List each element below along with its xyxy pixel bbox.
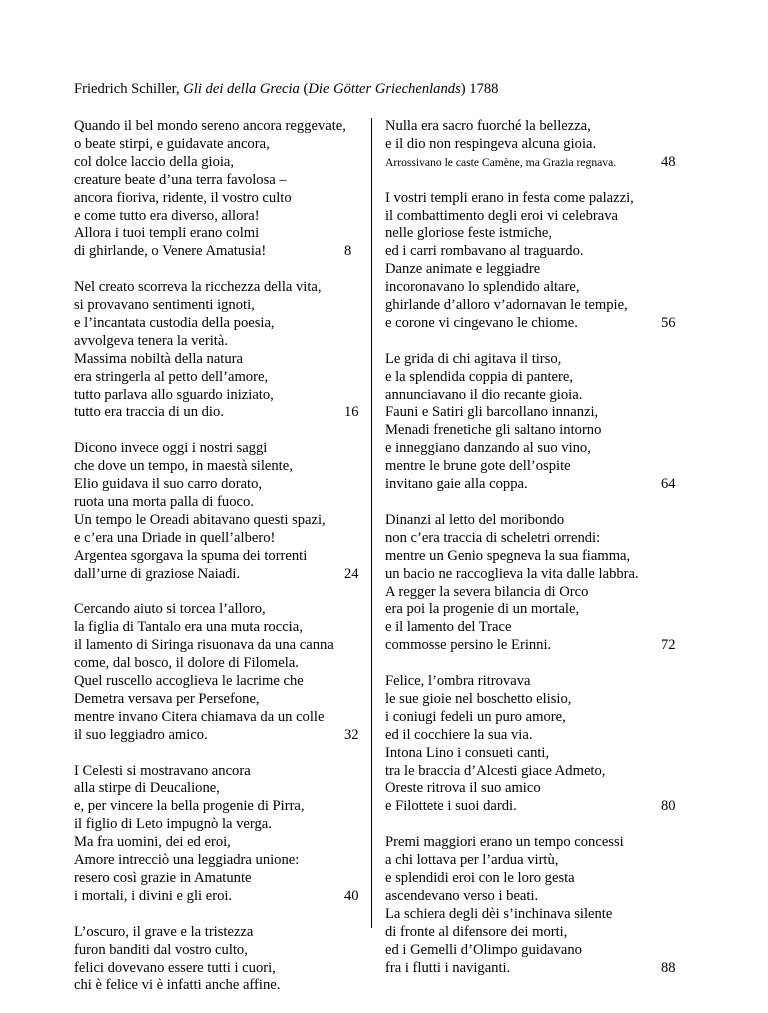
- line-number: 88: [661, 959, 676, 976]
- verse-line: le sue gioie nel boschetto elisio,: [385, 690, 572, 707]
- verse-line: Allora i tuoi templi erano colmi: [74, 225, 260, 242]
- verse-line: tutto parlava allo sguardo iniziato,: [74, 386, 274, 403]
- verse-line: il suo leggiadro amico.: [74, 726, 208, 743]
- verse-line: resero così grazie in Amatunte: [74, 870, 252, 886]
- right-column: [385, 118, 675, 995]
- verse-line: e il lamento del Trace: [385, 619, 512, 636]
- verse-line: e Filottete i suoi dardi.: [385, 798, 517, 815]
- line-number: 8: [344, 243, 352, 260]
- verse-line: il combattimento degli eroi vi celebrava: [385, 207, 619, 224]
- verse-line: Un tempo le Oreadi abitavano questi spazi,: [74, 511, 326, 528]
- line-number: 80: [661, 798, 676, 815]
- verse-line: che dove un tempo, in maestà silente,: [74, 458, 293, 475]
- verse-line: Cercando aiuto si torcea l’alloro,: [74, 601, 266, 618]
- verse-line: e c’era una Driade in quell’albero!: [74, 529, 276, 546]
- verse-line: creature beate d’una terra favolosa –: [74, 171, 287, 188]
- verse-line: Premi maggiori erano un tempo concessi: [385, 834, 624, 851]
- verse-line: Quando il bel mondo sereno ancora reggevate,: [74, 118, 346, 134]
- verse-line: A regger la severa bilancia di Orco: [385, 583, 589, 600]
- page-title: [74, 81, 498, 99]
- title-paren-close: ) 1788: [460, 81, 499, 97]
- stanza: [74, 279, 359, 422]
- stanza: [385, 118, 675, 172]
- verse-line: furon banditi dal vostro culto,: [74, 941, 248, 958]
- verse-line: ruota una morta palla di fuoco.: [74, 494, 254, 510]
- stanza: [74, 924, 356, 996]
- verse-line: e splendidi eroi con le loro gesta: [385, 869, 575, 886]
- verse-line: Danze animate e leggiadre: [385, 261, 541, 278]
- verse-line: Quel ruscello accoglieva le lacrime che: [74, 673, 304, 690]
- verse-line: il figlio di Leto impugnò la verga.: [74, 816, 272, 833]
- verse-line: e corone vi cingevano le chiome.: [385, 314, 578, 331]
- verse-line: ed i Gemelli d’Olimpo guidavano: [385, 941, 582, 958]
- verse-line: si provavano sentimenti ignoti,: [74, 297, 255, 314]
- verse-line: nelle gloriose feste istmiche,: [385, 225, 552, 242]
- verse-line: fra i flutti i naviganti.: [385, 959, 511, 976]
- verse-line: Oreste ritrova il suo amico: [385, 780, 541, 797]
- verse-line: era poi la progenie di un mortale,: [385, 601, 580, 618]
- verse-line: come, dal bosco, il dolore di Filomela.: [74, 655, 299, 672]
- verse-line: e, per vincere la bella progenie di Pirra,: [74, 798, 305, 815]
- line-number: 56: [661, 314, 676, 331]
- verse-line: Dicono invece oggi i nostri saggi: [74, 440, 268, 457]
- verse-line: Demetra versava per Persefone,: [74, 690, 260, 707]
- title-german: Die Götter Griechenlands: [308, 81, 461, 97]
- verse-line: annunciavano il dio recante gioia.: [385, 386, 583, 403]
- line-number: 48: [661, 153, 676, 170]
- verse-line: tutto era traccia di un dio.: [74, 404, 224, 421]
- line-number: 24: [344, 565, 359, 582]
- verse-line: e inneggiano danzando al suo vino,: [385, 440, 591, 457]
- verse-line: ed i carri rombavano al traguardo.: [385, 243, 584, 260]
- line-number: 16: [344, 404, 359, 421]
- line-number: 64: [661, 476, 676, 493]
- verse-line: Menadi frenetiche gli saltano intorno: [385, 422, 602, 439]
- verse-line: La schiera degli dèi s’inchinava silente: [385, 905, 613, 922]
- verse-line: felici dovevano essere tutti i cuori,: [74, 959, 276, 976]
- title-paren-open: (: [299, 81, 309, 97]
- stanza: [385, 190, 675, 333]
- verse-line: Massima nobiltà della natura: [74, 350, 243, 367]
- verse-line: ascendevano verso i beati.: [385, 887, 539, 904]
- verse-line: mentre le brune gote dell’ospite: [385, 458, 571, 475]
- verse-line: ed il cocchiere la sua via.: [385, 726, 533, 743]
- verse-line: di ghirlande, o Venere Amatusia!: [74, 243, 267, 260]
- verse-line: e l’incantata custodia della poesia,: [74, 314, 275, 331]
- verse-line: chi è felice vi è infatti anche affine.: [74, 977, 281, 994]
- verse-line: e come tutto era diverso, allora!: [74, 207, 260, 224]
- verse-line: a chi lottava per l’ardua virtù,: [385, 852, 559, 869]
- verse-line: Dinanzi al letto del moribondo: [385, 511, 565, 528]
- stanza: [385, 834, 675, 977]
- verse-line: Amore intrecciò una leggiadra unione:: [74, 852, 300, 869]
- verse-line: e la splendida coppia di pantere,: [385, 368, 574, 385]
- line-number: 72: [661, 637, 676, 654]
- stanza: [74, 440, 359, 583]
- stanza: [385, 512, 675, 655]
- verse-line: era stringerla al petto dell’amore,: [74, 368, 269, 385]
- stanza: [385, 673, 675, 816]
- verse-line: di fronte al difensore dei morti,: [385, 923, 568, 940]
- verse-line: Ma fra uomini, dei ed eroi,: [74, 834, 231, 851]
- line-number: 32: [344, 726, 359, 743]
- verse-line: I vostri templi erano in festa come palazzi,: [385, 189, 634, 206]
- verse-line: Intona Lino i consueti canti,: [385, 744, 550, 761]
- verse-line: mentre invano Citera chiamava da un colle: [74, 708, 325, 725]
- verse-line: L’oscuro, il grave e la tristezza: [74, 923, 254, 940]
- verse-line: Nel creato scorreva la ricchezza della vita,: [74, 279, 322, 296]
- verse-line: invitano gaie alla coppa.: [385, 476, 528, 493]
- verse-line: Arrossivano le caste Camène, ma Grazia regnava.: [385, 155, 617, 169]
- verse-line: col dolce laccio della gioia,: [74, 153, 235, 170]
- verse-line: incoronavano lo splendido altare,: [385, 279, 580, 296]
- stanza: [74, 118, 356, 261]
- verse-line: Felice, l’ombra ritrovava: [385, 673, 531, 690]
- column-divider: [371, 118, 372, 928]
- verse-line: avvolgeva tenera la verità.: [74, 332, 228, 349]
- verse-line: ghirlande d’alloro v’adornavan le tempie,: [385, 297, 628, 314]
- verse-line: Fauni e Satiri gli barcollano innanzi,: [385, 404, 599, 421]
- line-number: 40: [344, 887, 359, 904]
- verse-line: Nulla era sacro fuorché la bellezza,: [385, 118, 591, 134]
- stanza: [385, 351, 675, 494]
- verse-line: Argentea sgorgava la spuma dei torrenti: [74, 547, 308, 564]
- verse-line: Le grida di chi agitava il tirso,: [385, 350, 562, 367]
- verse-line: tra le braccia d’Alcesti giace Admeto,: [385, 762, 606, 779]
- stanza: [74, 601, 359, 744]
- verse-line: il lamento di Siringa risuonava da una canna: [74, 637, 334, 654]
- verse-line: commosse persino le Erinni.: [385, 637, 552, 654]
- verse-line: Elio guidava il suo carro dorato,: [74, 476, 263, 493]
- verse-line: e il dio non respingeva alcuna gioia.: [385, 135, 597, 152]
- verse-line: dall’urne di graziose Naiadi.: [74, 565, 241, 582]
- verse-line: o beate stirpi, e guidavate ancora,: [74, 135, 270, 152]
- title-italian: Gli dei della Grecia: [183, 81, 300, 97]
- verse-line: alla stirpe di Deucalione,: [74, 780, 220, 797]
- verse-line: un bacio ne raccoglieva la vita dalle labbra.: [385, 565, 639, 582]
- verse-line: mentre un Genio spegneva la sua fiamma,: [385, 547, 631, 564]
- stanza: [74, 762, 359, 906]
- verse-line: ancora fioriva, ridente, il vostro culto: [74, 189, 292, 206]
- verse-line: i mortali, i divini e gli eroi.: [74, 887, 233, 904]
- verse-line: I Celesti si mostravano ancora: [74, 762, 251, 779]
- verse-line: la figlia di Tantalo era una muta roccia,: [74, 619, 303, 636]
- verse-line: non c’era traccia di scheletri orrendi:: [385, 529, 601, 546]
- title-author: Friedrich Schiller,: [74, 81, 184, 97]
- left-column: [74, 118, 359, 1013]
- verse-line: i coniugi fedeli un puro amore,: [385, 708, 566, 725]
